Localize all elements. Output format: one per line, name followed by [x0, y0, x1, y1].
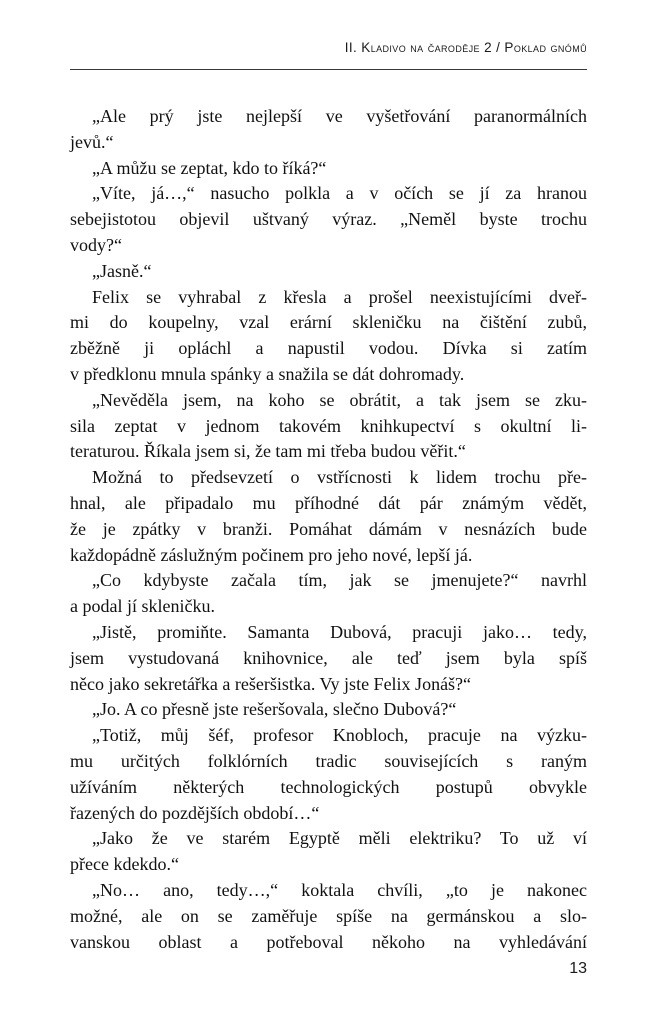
- paragraph: [70, 156, 587, 182]
- page-number: 13: [569, 960, 587, 977]
- text-line: v předklonu mnula spánky a snažila se dát dohromady.: [70, 363, 465, 384]
- text-line: „No… ano, tedy…,“ koktala chvíli, „to je nakonec: [92, 879, 587, 900]
- paragraph: [70, 181, 587, 258]
- text-line: „Jistě, promiňte. Samanta Dubová, pracuji jako… tedy,: [92, 621, 587, 642]
- text-line: užíváním některých technologických postupů obvykle: [70, 776, 587, 797]
- paragraph: [70, 568, 587, 620]
- text-line: něco jako sekretářka a rešeršistka. Vy jste Felix Jonáš?“: [70, 673, 472, 694]
- text-line: řazených do pozdějších období…“: [70, 802, 320, 823]
- paragraph: [70, 104, 587, 156]
- text-line: vody?“: [70, 234, 122, 255]
- text-line: vanskou oblast a potřeboval někoho na vyhledávání: [70, 931, 587, 952]
- paragraph: [70, 388, 587, 465]
- text-line: hnal, ale připadalo mu příhodné dát pár známým vědět,: [70, 492, 587, 513]
- text-line: „Jako že ve starém Egyptě měli elektriku? To už ví: [92, 828, 587, 849]
- text-line: mi do koupelny, vzal erární skleničku na čištění zubů,: [70, 312, 587, 333]
- text-line: jevů.“: [70, 131, 114, 152]
- paragraph: [70, 697, 587, 723]
- text-line: Možná to předsevzetí o vstřícnosti k lidem trochu pře-: [92, 467, 587, 488]
- text-line: sila zeptat v jednom takovém knihkupectví s okultní li-: [70, 415, 587, 436]
- text-line: „Jo. A co přesně jste rešeršovala, slečno Dubová?“: [92, 699, 457, 720]
- paragraph: [70, 878, 587, 955]
- text-line: mu určitých folklórních tradic souvisejících s raným: [70, 750, 587, 771]
- text-line: že je zpátky v branži. Pomáhat dámám v nesnázích bude: [70, 518, 587, 539]
- paragraph: [70, 620, 587, 697]
- body-text: [70, 104, 587, 955]
- text-line: Felix se vyhrabal z křesla a prošel neexistujícími dveř-: [92, 286, 587, 307]
- text-line: každopádně záslužným počinem pro jeho nové, lepší já.: [70, 544, 473, 565]
- text-line: přece kdekdo.“: [70, 854, 179, 875]
- text-line: zběžně ji opláchl a napustil vodou. Dívka si zatím: [70, 338, 587, 359]
- text-line: „Co kdybyste začala tím, jak se jmenujete?“ navrhl: [92, 570, 587, 591]
- text-line: sebejistotou objevil uštvaný výraz. „Neměl byste trochu: [70, 209, 587, 230]
- text-line: „Totiž, můj šéf, profesor Knobloch, pracuje na výzku-: [92, 725, 587, 746]
- text-line: jsem vystudovaná knihovnice, ale teď jsem byla spíš: [70, 647, 587, 668]
- text-line: „Víte, já…,“ nasucho polkla a v očích se jí za hranou: [92, 183, 587, 204]
- text-line: a podal jí skleničku.: [70, 596, 215, 617]
- paragraph: [70, 826, 587, 878]
- text-line: možné, ale on se zaměřuje spíše na germánskou a slo-: [70, 905, 587, 926]
- header-rule: [70, 69, 587, 70]
- paragraph: [70, 465, 587, 568]
- text-line: „Jasně.“: [92, 260, 152, 281]
- text-line: „Nevěděla jsem, na koho se obrátit, a tak jsem se zku-: [92, 389, 587, 410]
- paragraph: [70, 723, 587, 826]
- paragraph: [70, 259, 587, 285]
- text-line: teraturou. Říkala jsem si, že tam mi třeba budou věřit.“: [70, 441, 466, 462]
- paragraph: [70, 285, 587, 388]
- running-head: II. Kladivo na čaroděje 2 / Poklad gnómů: [344, 40, 587, 55]
- text-line: „Ale prý jste nejlepší ve vyšetřování paranormálních: [92, 106, 587, 126]
- text-line: „A můžu se zeptat, kdo to říká?“: [92, 157, 327, 178]
